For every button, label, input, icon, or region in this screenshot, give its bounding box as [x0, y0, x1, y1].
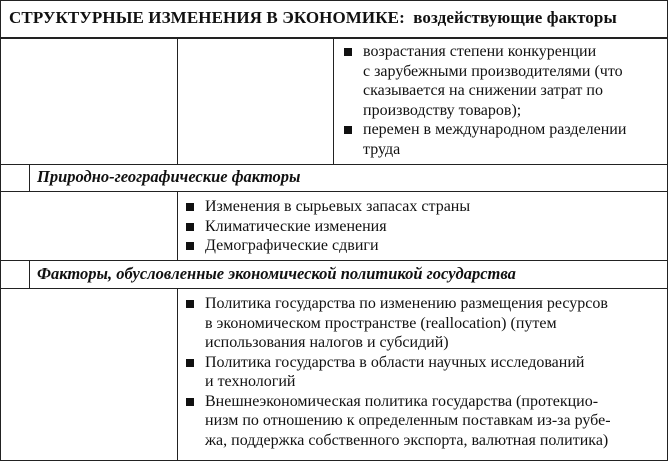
item-line: труда: [363, 140, 401, 158]
item-line: производству товаров);: [363, 101, 522, 119]
item-line: перемен в международном разделении: [363, 121, 627, 138]
block1-list: [343, 42, 663, 159]
item-line: Демографические сдвиги: [205, 237, 379, 254]
list-item: [185, 197, 655, 217]
table-header: [1, 1, 667, 39]
indent-divider: [29, 260, 30, 288]
list-item: [343, 120, 663, 159]
list-item: [185, 392, 663, 451]
table-title: [9, 8, 617, 28]
bullet-square-icon: [186, 359, 194, 367]
bullet-square-icon: [186, 300, 194, 308]
list-item: [185, 353, 663, 392]
item-line: с зарубежными производителями (что: [363, 62, 623, 80]
indent-divider: [29, 164, 30, 191]
bullet-square-icon: [186, 203, 194, 211]
item-line: и технологий: [205, 373, 296, 390]
row-divider: [1, 191, 667, 192]
item-line: сказывается на снижении затрат по: [363, 82, 603, 99]
title-rest: воздействующие факторы: [413, 8, 617, 27]
natural-factors-list: [185, 197, 655, 256]
list-item: [185, 294, 663, 353]
bullet-square-icon: [344, 126, 352, 134]
section-heading-policy: Факторы, обусловленные экономической политикой государства: [37, 264, 516, 283]
item-line: Политика государства в области научных исследований: [205, 353, 585, 371]
col-divider-1: [177, 39, 178, 164]
list-item: [185, 217, 655, 237]
item-line: Политика государства по изменению размещения ресурсов: [205, 295, 608, 312]
row-divider: [1, 260, 667, 261]
bullet-square-icon: [186, 242, 194, 250]
item-line: использования налогов и субсидий): [205, 334, 449, 351]
item-line: в экономическом пространстве (reallocation) (путем: [205, 314, 557, 332]
col-divider-natural: [177, 191, 178, 260]
row-divider: [1, 164, 667, 165]
item-line: низм по отношению к определенным поставкам из-за рубе-: [205, 412, 611, 429]
col-divider-2: [333, 39, 334, 164]
item-line: возрастания степени конкуренции: [363, 43, 597, 60]
section-heading-natural: Природно-географические факторы: [37, 167, 301, 186]
col-divider-policy: [177, 288, 178, 460]
item-line: жа, поддержка собственного экспорта, валютная политика): [205, 431, 609, 449]
title-caps: СТРУКТУРНЫЕ ИЗМЕНЕНИЯ В ЭКОНОМИКЕ:: [9, 8, 405, 27]
list-item: [185, 236, 655, 256]
item-line: Внешнеэкономическая политика государства (протекцио-: [205, 392, 599, 410]
row-divider: [1, 288, 667, 289]
list-item: [343, 42, 663, 120]
item-line: Изменения в сырьевых запасах страны: [205, 198, 471, 215]
bullet-square-icon: [186, 398, 194, 406]
item-line: Климатические изменения: [205, 217, 387, 235]
policy-factors-list: [185, 294, 663, 450]
bullet-square-icon: [186, 223, 194, 231]
bullet-square-icon: [344, 48, 352, 56]
